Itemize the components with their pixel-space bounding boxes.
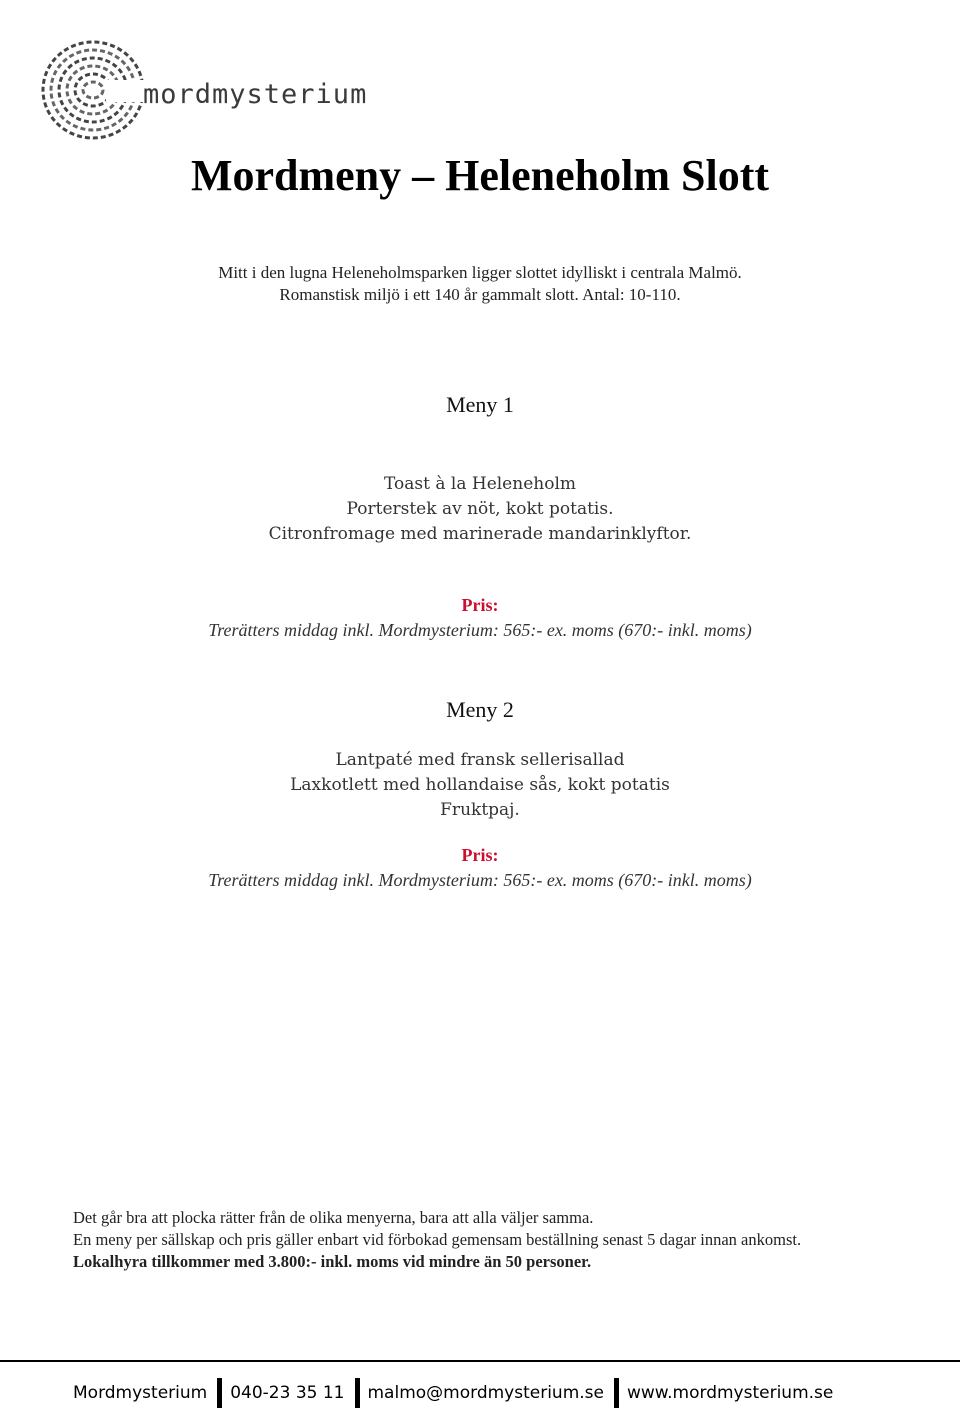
logo-text: mordmysterium — [143, 79, 368, 110]
booking-note — [73, 1207, 873, 1273]
intro-text — [0, 262, 960, 306]
course-item: Toast à la Heleneholm — [384, 474, 576, 494]
footer-company: Mordmysterium — [73, 1383, 208, 1403]
note-line-1: Det går bra att plocka rätter från de olika menyerna, bara att alla väljer samma. — [73, 1208, 594, 1227]
course-item: Citronfromage med marinerade mandarinklyftor. — [268, 524, 692, 544]
footer-divider — [0, 1360, 960, 1362]
menu-2-courses — [0, 748, 960, 823]
menu-1-price-label: Pris: — [461, 595, 499, 615]
footer-separator — [614, 1378, 619, 1408]
course-item: Porterstek av nöt, kokt potatis. — [346, 499, 614, 519]
course-item: Laxkotlett med hollandaise sås, kokt potatis — [290, 775, 670, 795]
course-item: Fruktpaj. — [440, 800, 520, 820]
menu-label: Meny — [446, 697, 498, 722]
course-item: Lantpaté med fransk sellerisallad — [335, 750, 625, 770]
menu-number: 1 — [502, 392, 514, 417]
footer-separator — [217, 1378, 222, 1408]
menu-1-courses — [0, 472, 960, 547]
footer-phone[interactable]: 040-23 35 11 — [230, 1383, 345, 1403]
note-line-2-text: En meny per sällskap och pris gäller enbart vid förbokad gemensam beställning senast 5 dagar innan ankomst. — [73, 1230, 802, 1249]
fingerprint-icon — [38, 35, 148, 145]
menu-label: Meny — [446, 392, 498, 417]
footer-website[interactable]: www.mordmysterium.se — [626, 1383, 834, 1403]
menu-1-price-text: Trerätters middag inkl. Mordmysterium: 565:- ex. moms (670:- inkl. moms) — [208, 620, 752, 640]
menu-1-heading — [0, 392, 960, 418]
note-line-2 — [73, 1229, 873, 1273]
intro-line: Mitt i den lugna Heleneholmsparken ligger slottet idylliskt i centrala Malmö. — [218, 263, 742, 282]
page-title: Mordmeny – Heleneholm Slott — [190, 151, 770, 200]
menu-2-price-label: Pris: — [461, 845, 499, 865]
menu-2-heading — [0, 697, 960, 723]
intro-line: Romanstisk miljö i ett 140 år gammalt slott. Antal: 10-110. — [279, 285, 681, 304]
footer — [73, 1378, 833, 1408]
footer-email[interactable]: malmo@mordmysterium.se — [367, 1383, 604, 1403]
footer-separator — [355, 1378, 360, 1408]
menu-number: 2 — [502, 697, 514, 722]
note-bold-text: Lokalhyra tillkommer med 3.800:- inkl. moms vid mindre än 50 personer. — [73, 1252, 592, 1271]
logo — [38, 35, 368, 165]
menu-2-price-text: Trerätters middag inkl. Mordmysterium: 565:- ex. moms (670:- inkl. moms) — [208, 870, 752, 890]
